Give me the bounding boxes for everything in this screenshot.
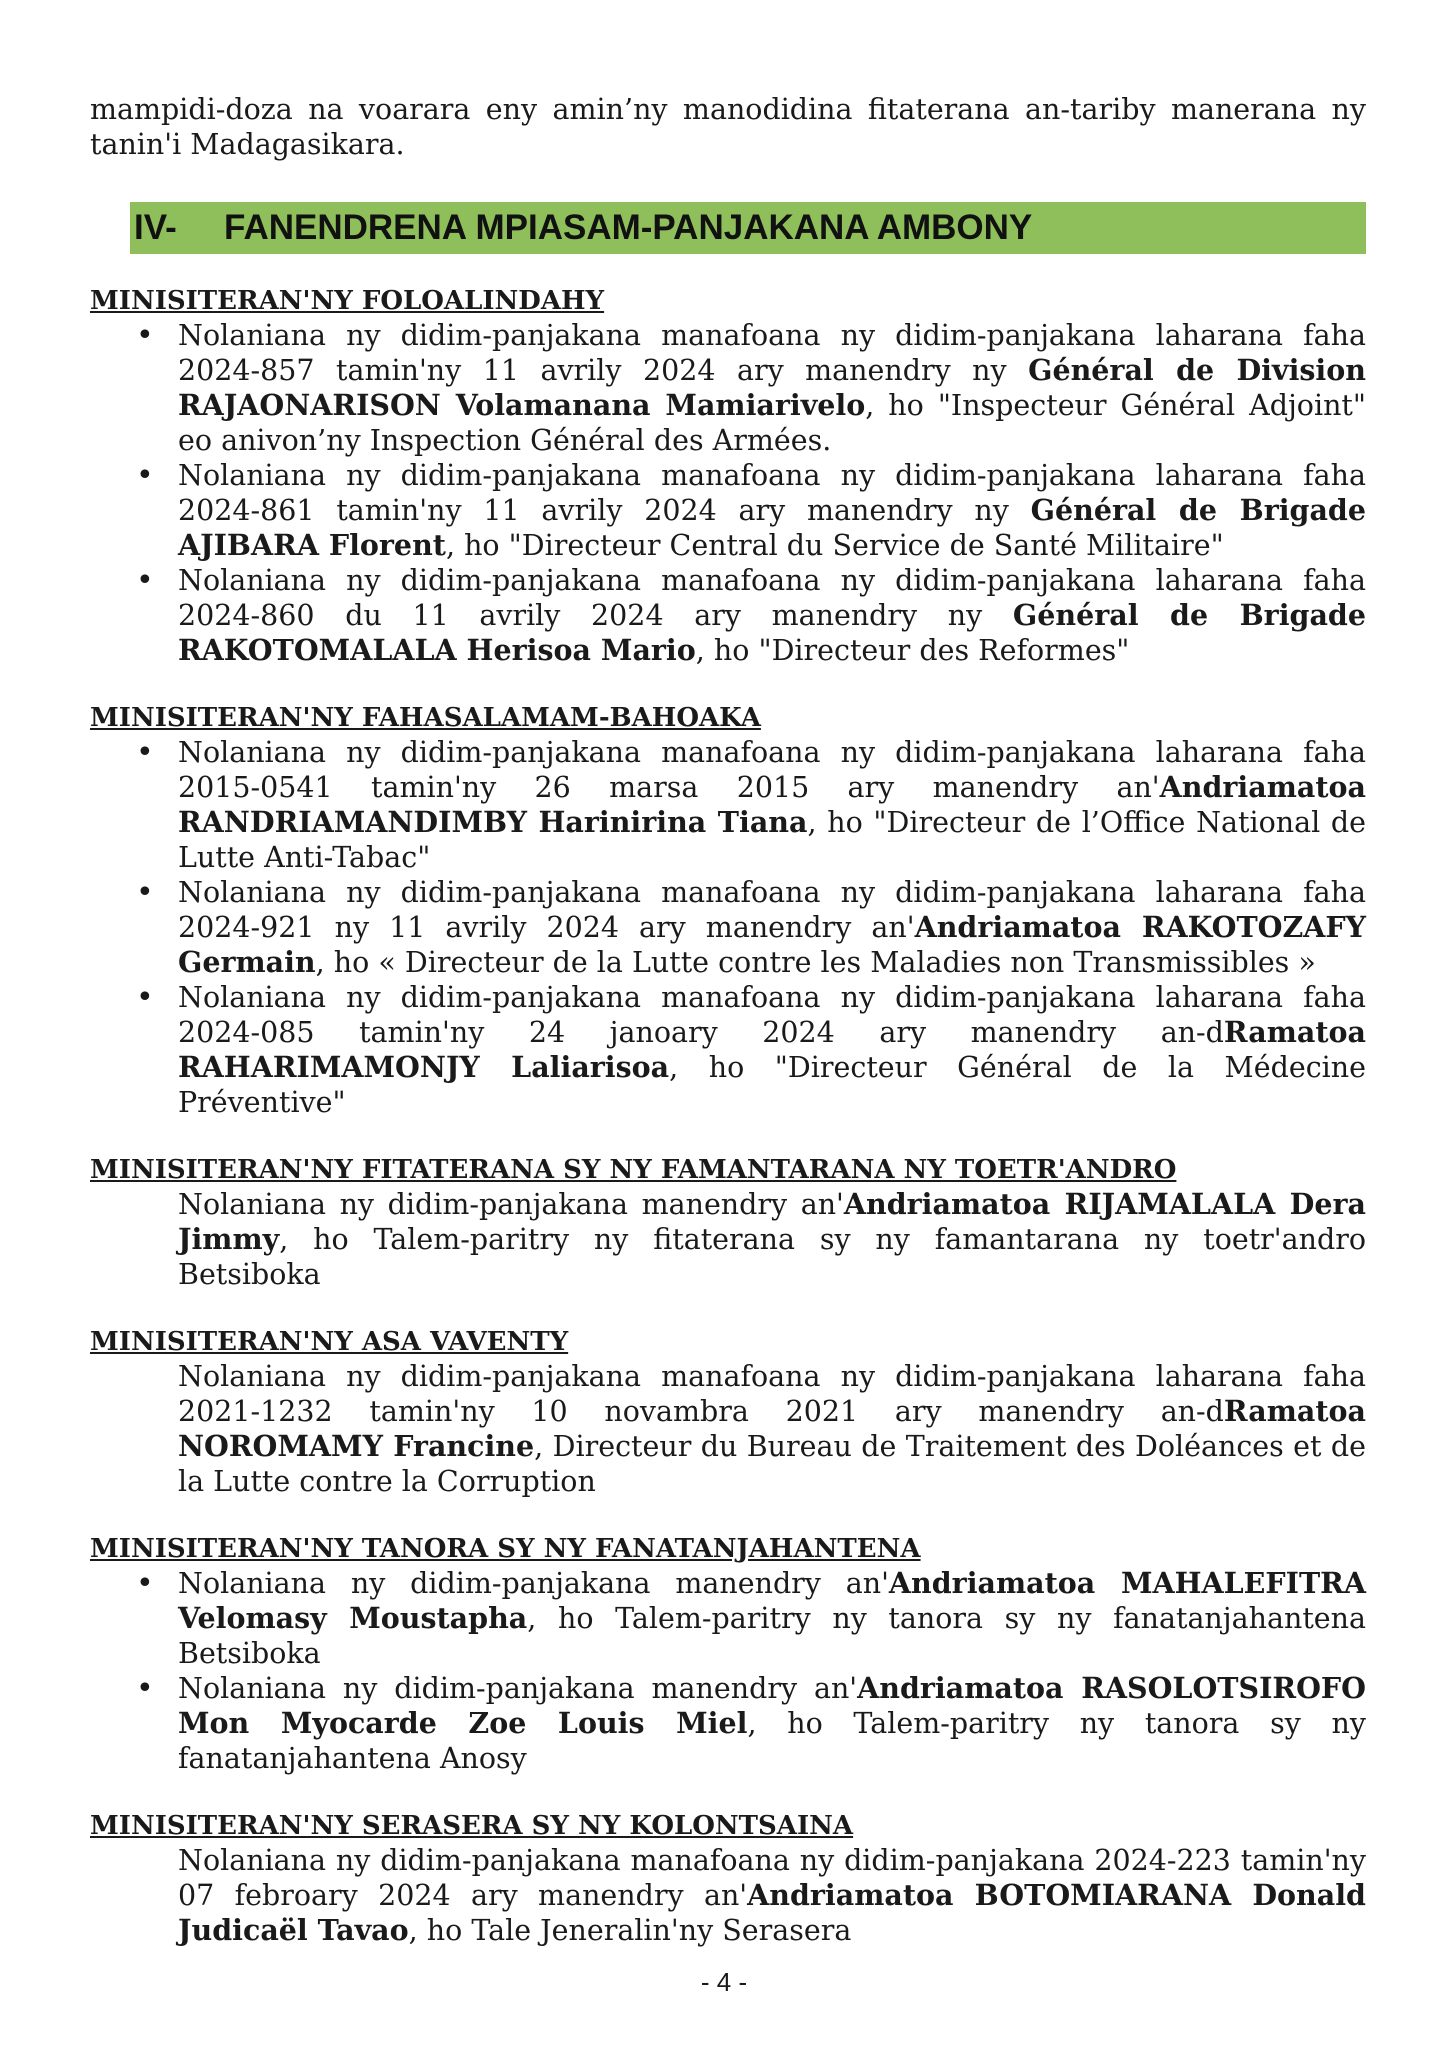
ministry-section <box>90 1809 1366 1948</box>
document-page <box>90 92 1366 1981</box>
ministry-section <box>90 1325 1366 1499</box>
ministry-section <box>90 1532 1366 1776</box>
ministry-title: MINISITERAN'NY SERASERA SY NY KOLONTSAINA <box>90 1811 854 1841</box>
ministry-section <box>90 1153 1366 1292</box>
appointment-paragraph: Nolaniana ny didim-panjakana manafoana ny didim-panjakana laharana faha 2021-1232 tamin'ny 10 novambra 2021 ary manendry an-dRamatoa NOROMAMY Francine, Directeur du Bureau de Traitement des Doléances et de la Lutte contre la Corruption <box>178 1360 1366 1498</box>
appointee-name: Andriamatoa BOTOMIARANA Donald Judicaël Tavao <box>178 1878 1366 1947</box>
ministry-title: MINISITERAN'NY FOLOALINDAHY <box>90 286 605 316</box>
list-item: • Nolaniana ny didim-panjakana manafoana ny didim-panjakana laharana faha 2024-860 du 11 avrily 2024 ary manendry ny Général de Brigade RAKOTOMALALA Herisoa Mario, ho "Directeur des Reformes" <box>90 563 1366 668</box>
heading-number: IV- <box>134 208 177 247</box>
appointee-name: Andriamatoa RASOLOTSIROFO Mon Myocarde Zoe Louis Miel <box>178 1671 1366 1740</box>
list-item: • Nolaniana ny didim-panjakana manafoana ny didim-panjakana laharana faha 2024-921 ny 11 avrily 2024 ary manendry an'Andriamatoa RAKOTOZAFY Germain, ho « Directeur de la Lutte contre les Maladies non Transmissibles » <box>90 875 1366 980</box>
appointee-name: Andriamatoa RIJAMALALA Dera Jimmy <box>178 1187 1366 1256</box>
ministry-title: MINISITERAN'NY FITATERANA SY NY FAMANTARANA NY TOETR'ANDRO <box>90 1155 1177 1185</box>
ministry-title: MINISITERAN'NY TANORA SY NY FANATANJAHANTENA <box>90 1534 921 1564</box>
appointee-name: Général de Brigade AJIBARA Florent <box>178 493 1366 562</box>
appointment-paragraph: Nolaniana ny didim-panjakana manendry an'Andriamatoa RIJAMALALA Dera Jimmy, ho Talem-paritry ny fitaterana sy ny famantarana ny toetr'andro Betsiboka <box>178 1187 1366 1291</box>
list-item: • Nolaniana ny didim-panjakana manafoana ny didim-panjakana laharana faha 2024-861 tamin'ny 11 avrily 2024 ary manendry ny Général de Brigade AJIBARA Florent, ho "Directeur Central du Service de Santé Militaire" <box>90 458 1366 563</box>
appointment-list <box>90 735 1366 1120</box>
appointee-name: Général de Brigade RAKOTOMALALA Herisoa Mario <box>178 598 1366 667</box>
heading-title: FANENDRENA MPIASAM-PANJAKANA AMBONY <box>224 208 1033 247</box>
list-item: • Nolaniana ny didim-panjakana manafoana ny didim-panjakana laharana faha 2015-0541 tamin'ny 26 marsa 2015 ary manendry an'Andriamatoa RANDRIAMANDIMBY Harinirina Tiana, ho "Directeur de l’Office National de Lutte Anti-Tabac" <box>90 735 1366 875</box>
appointee-name: Général de Division RAJAONARISON Volamanana Mamiarivelo <box>178 353 1366 422</box>
intro-paragraph: mampidi-doza na voarara eny amin’ny manodidina fitaterana an-tariby manerana ny tanin'i Madagasikara. <box>90 93 1366 161</box>
appointee-name: Andriamatoa MAHALEFITRA Velomasy Moustapha <box>178 1566 1366 1635</box>
ministry-section <box>90 284 1366 668</box>
list-item: • Nolaniana ny didim-panjakana manafoana ny didim-panjakana laharana faha 2024-857 tamin'ny 11 avrily 2024 ary manendry ny Général de Division RAJAONARISON Volamanana Mamiarivelo, ho "Inspecteur Général Adjoint" eo anivon’ny Inspection Général des Armées. <box>90 318 1366 458</box>
appointee-name: Andriamatoa RANDRIAMANDIMBY Harinirina Tiana <box>178 770 1366 839</box>
list-item: • Nolaniana ny didim-panjakana manafoana ny didim-panjakana laharana faha 2024-085 tamin'ny 24 janoary 2024 ary manendry an-dRamatoa RAHARIMAMONJY Laliarisoa, ho "Directeur Général de la Médecine Préventive" <box>90 980 1366 1120</box>
ministry-title: MINISITERAN'NY ASA VAVENTY <box>90 1327 569 1357</box>
appointee-name: Ramatoa RAHARIMAMONJY Laliarisoa <box>178 1015 1366 1084</box>
appointment-paragraph: Nolaniana ny didim-panjakana manafoana ny didim-panjakana 2024-223 tamin'ny 07 febroary 2024 ary manendry an'Andriamatoa BOTOMIARANA Donald Judicaël Tavao, ho Tale Jeneralin'ny Serasera <box>178 1844 1366 1947</box>
appointment-list <box>90 318 1366 668</box>
appointee-name: Ramatoa NOROMAMY Francine <box>178 1394 1366 1463</box>
page-number: - 4 - <box>700 1967 748 1997</box>
appointment-list <box>90 1566 1366 1776</box>
section-heading <box>130 202 1366 254</box>
appointee-name: Andriamatoa RAKOTOZAFY Germain <box>178 910 1366 979</box>
ministry-title: MINISITERAN'NY FAHASALAMAM-BAHOAKA <box>90 703 761 733</box>
list-item: • Nolaniana ny didim-panjakana manendry an'Andriamatoa RASOLOTSIROFO Mon Myocarde Zoe Louis Miel, ho Talem-paritry ny tanora sy ny fanatanjahantena Anosy <box>90 1671 1366 1776</box>
ministry-section <box>90 701 1366 1120</box>
list-item: • Nolaniana ny didim-panjakana manendry an'Andriamatoa MAHALEFITRA Velomasy Moustapha, ho Talem-paritry ny tanora sy ny fanatanjahantena Betsiboka <box>90 1566 1366 1671</box>
